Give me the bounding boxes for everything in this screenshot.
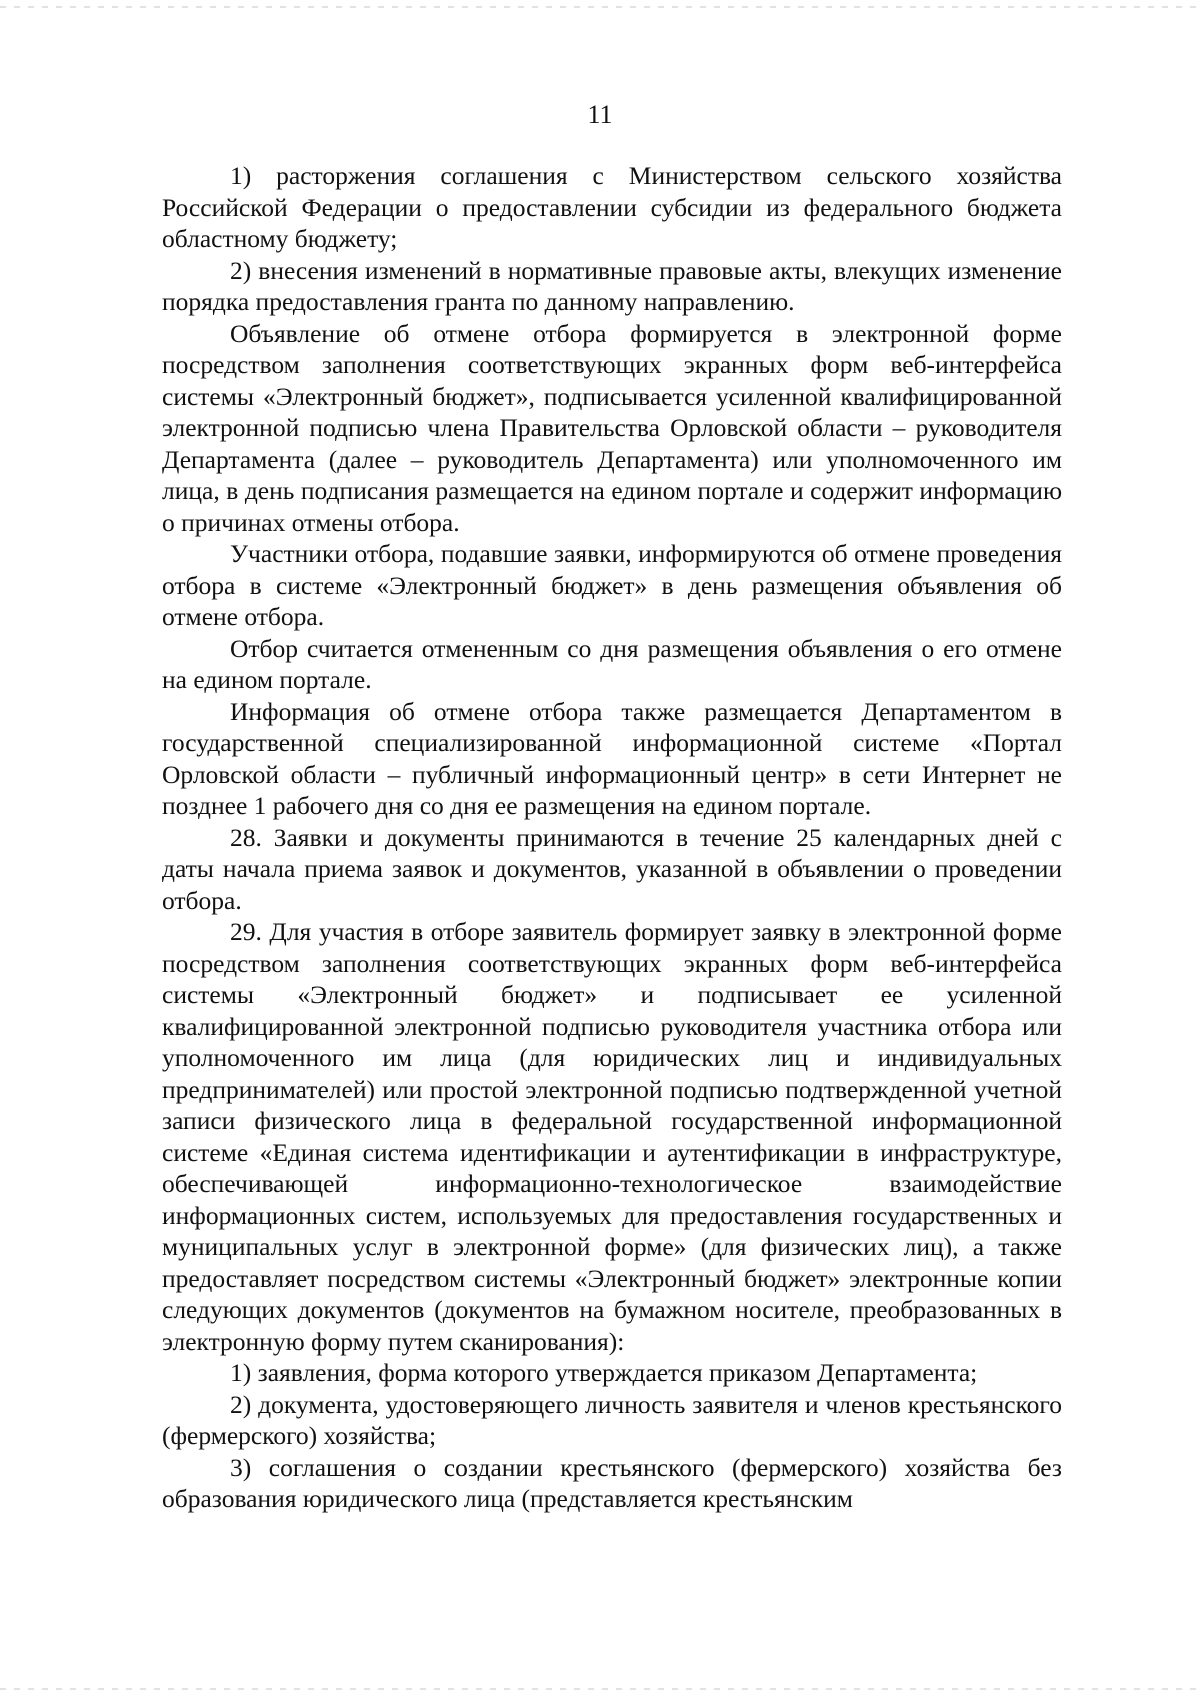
paragraph-clause-2: 2) внесения изменений в нормативные правовые акты, влекущих изменение порядка предоставления гранта по данному направлению.: [162, 255, 1062, 316]
paragraph-information-posting: Информация об отмене отбора также размещается Департаментом в государственной специализированной информационной системе «Портал Орловской области – публичный информационный центр» в сети Интернет не позднее 1 рабочего дня со дня ее размещения на едином портале.: [162, 696, 1062, 820]
paragraph-doc-2: 2) документа, удостоверяющего личность заявителя и членов крестьянского (фермерского) хозяйства;: [162, 1389, 1062, 1450]
scan-edge-bottom: [0, 1688, 1200, 1690]
paragraph-cancellation-notice: Объявление об отмене отбора формируется в электронной форме посредством заполнения соответствующих экранных форм веб-интерфейса системы «Электронный бюджет», подписывается усиленной квалифицированной электронной подписью члена Правительства Орловской области – руководителя Департамента (далее – руководитель Департамента) или уполномоченного им лица, в день подписания размещается на едином портале и содержит информацию о причинах отмены отбора.: [162, 318, 1062, 537]
paragraph-item-28: 28. Заявки и документы принимаются в течение 25 календарных дней с даты начала приема заявок и документов, указанной в объявлении о проведении отбора.: [162, 822, 1062, 915]
paragraph-clause-1: 1) расторжения соглашения с Министерством сельского хозяйства Российской Федерации о предоставлении субсидии из федерального бюджета областному бюджету;: [162, 161, 1062, 253]
document-body: [162, 160, 1062, 1515]
page-number: 11: [587, 100, 613, 129]
paragraph-selection-cancelled: Отбор считается отмененным со дня размещения объявления о его отмене на едином портале.: [162, 633, 1062, 694]
paragraph-doc-3: 3) соглашения о создании крестьянского (фермерского) хозяйства без образования юридического лица (представляется крестьянским: [162, 1452, 1062, 1513]
scan-edge-top: [0, 6, 1200, 8]
paragraph-participants-informed: Участники отбора, подавшие заявки, информируются об отмене проведения отбора в системе «Электронный бюджет» в день размещения объявления об отмене отбора.: [162, 539, 1062, 631]
paragraph-doc-1: 1) заявления, форма которого утверждается приказом Департамента;: [230, 1358, 978, 1387]
paragraph-item-29: 29. Для участия в отборе заявитель формирует заявку в электронной форме посредством заполнения соответствующих экранных форм веб-интерфейса системы «Электронный бюджет» и подписывает ее усиленной квалифицированной электронной подписью руководителя участника отбора или уполномоченного им лица (для юридических лиц и индивидуальных предпринимателей) или простой электронной подписью подтвержденной учетной записи физического лица в федеральной государственной информационной системе «Единая система идентификации и аутентификации в инфраструктуре, обеспечивающей информационно-технологическое взаимодействие информационных систем, используемых для предоставления государственных и муниципальных услуг в электронной форме» (для физических лиц), а также предоставляет посредством системы «Электронный бюджет» электронные копии следующих документов (документов на бумажном носителе, преобразованных в электронную форму путем сканирования):: [162, 917, 1062, 1356]
